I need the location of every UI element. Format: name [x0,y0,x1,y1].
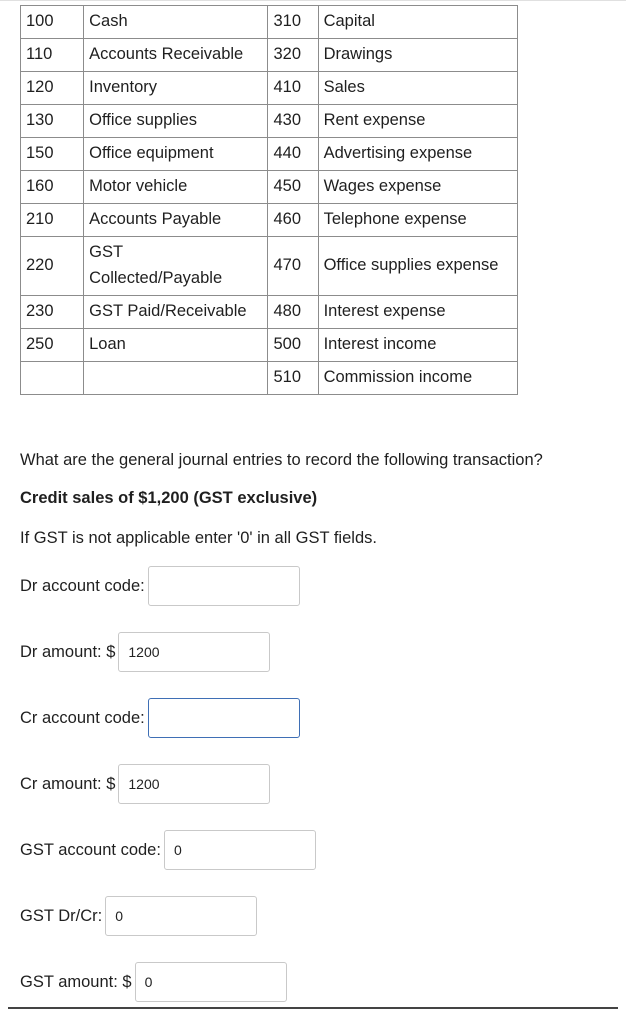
table-row [21,105,518,138]
table-row [21,171,518,204]
dr-code-input[interactable] [148,566,300,606]
account-code: 460 [268,204,318,237]
table-row [21,329,518,362]
cr-amount-input[interactable]: 1200 [118,764,270,804]
dr-code-row [20,566,300,606]
account-name: Inventory [84,72,268,105]
account-name: Commission income [318,362,517,395]
account-code: 230 [21,296,84,329]
account-name: Telephone expense [318,204,517,237]
account-name: Interest income [318,329,517,362]
account-name: Loan [84,329,268,362]
account-name: Accounts Payable [84,204,268,237]
account-code: 120 [21,72,84,105]
account-code: 150 [21,138,84,171]
top-divider [0,0,626,1]
account-name-line: GST [89,243,124,262]
account-name: Accounts Receivable [84,39,268,72]
transaction-description: Credit sales of $1,200 (GST exclusive) [20,489,318,507]
table-row [21,72,518,105]
cr-code-label: Cr account code: [20,708,145,727]
account-name: Capital [318,6,517,39]
account-name: Interest expense [318,296,517,329]
account-name: GST Paid/Receivable [84,296,268,329]
table-row [21,6,518,39]
account-name [84,237,268,296]
table-row [21,362,518,395]
account-code: 210 [21,204,84,237]
gst-code-label: GST account code: [20,840,161,859]
account-name: Drawings [318,39,517,72]
account-code: 440 [268,138,318,171]
account-code: 480 [268,296,318,329]
account-name: Office equipment [84,138,268,171]
account-code: 500 [268,329,318,362]
account-name-line: Collected/Payable [89,269,223,287]
account-code: 450 [268,171,318,204]
gst-drcr-label: GST Dr/Cr: [20,906,103,925]
gst-code-input[interactable]: 0 [164,830,316,870]
account-code: 250 [21,329,84,362]
dr-amount-row [20,632,270,672]
cr-code-input[interactable] [148,698,300,738]
account-name: Office supplies [84,105,268,138]
account-code: 100 [21,6,84,39]
account-code: 220 [21,237,84,296]
account-name: Rent expense [318,105,517,138]
account-code: 470 [268,237,318,296]
gst-amount-input[interactable]: 0 [135,962,287,1002]
cr-amount-row [20,764,270,804]
account-code: 510 [268,362,318,395]
account-code: 320 [268,39,318,72]
bottom-divider [8,1007,618,1009]
table-row [21,237,518,296]
gst-drcr-row [20,896,257,936]
account-name: Wages expense [318,171,517,204]
dr-code-label: Dr account code: [20,576,145,595]
account-name: Advertising expense [318,138,517,171]
account-name: Sales [318,72,517,105]
account-name: Motor vehicle [84,171,268,204]
chart-of-accounts-table [20,5,518,395]
gst-amount-row [20,962,287,1002]
account-code: 130 [21,105,84,138]
account-code: 430 [268,105,318,138]
gst-drcr-input[interactable]: 0 [105,896,257,936]
gst-code-row [20,830,316,870]
table-row [21,138,518,171]
table-row [21,39,518,72]
account-name: Office supplies expense [318,237,517,296]
question-prompt: What are the general journal entries to record the following transaction? [20,451,543,469]
gst-instruction: If GST is not applicable enter '0' in all GST fields. [20,529,377,547]
account-code [21,362,84,395]
dr-amount-input[interactable]: 1200 [118,632,270,672]
cr-code-row [20,698,300,738]
table-row [21,204,518,237]
gst-amount-label: GST amount: $ [20,972,132,991]
account-name [84,362,268,395]
dr-amount-label: Dr amount: $ [20,642,116,661]
table-row [21,296,518,329]
account-name: Cash [84,6,268,39]
cr-amount-label: Cr amount: $ [20,774,116,793]
account-code: 310 [268,6,318,39]
account-code: 160 [21,171,84,204]
account-code: 110 [21,39,84,72]
account-code: 410 [268,72,318,105]
